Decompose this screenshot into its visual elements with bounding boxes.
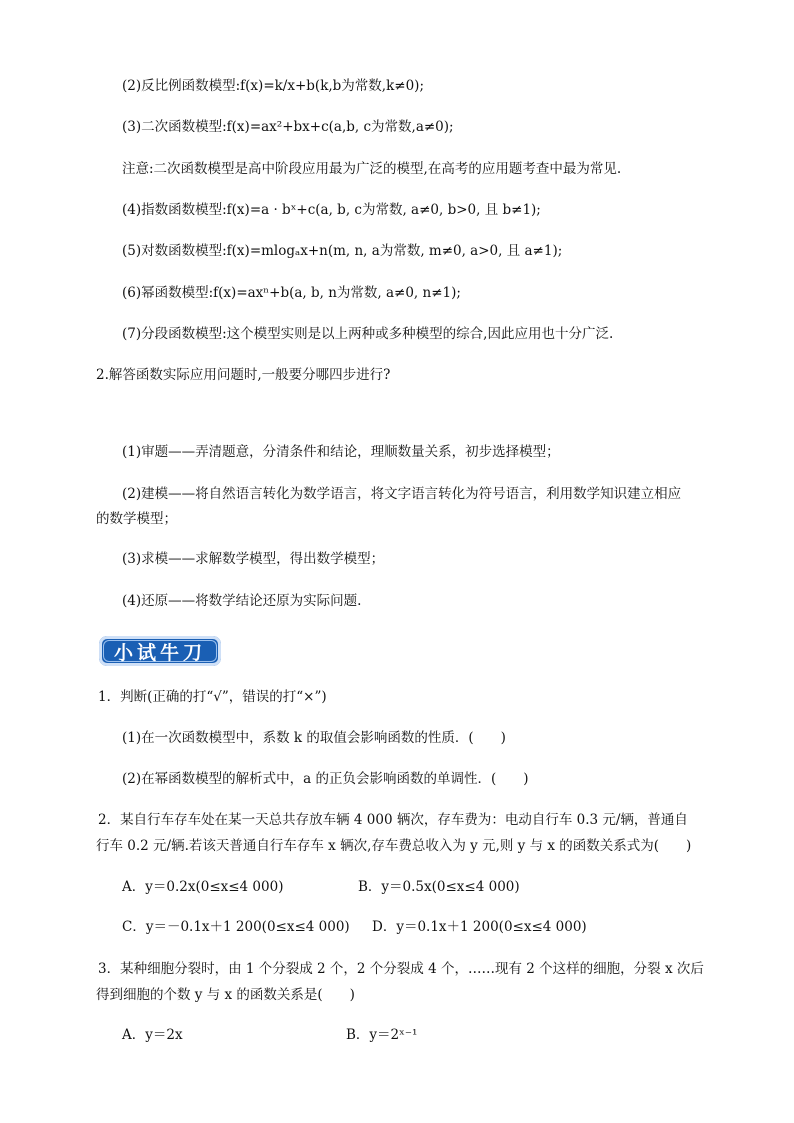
model-inverse-proportion: (2)反比例函数模型:f(x)=k/x+b(k,b为常数,k≠0); xyxy=(122,78,424,94)
step-2-line-2: 的数学模型； xyxy=(96,511,177,527)
step-1: (1)审题——弄清题意，分清条件和结论，理顺数量关系，初步选择模型； xyxy=(122,444,560,460)
exercise-3-option-b: B．y＝2ˣ⁻¹ xyxy=(346,1027,418,1043)
exercise-3-option-a: A．y＝2x xyxy=(122,1027,183,1043)
model-logarithmic: (5)对数函数模型:f(x)=mlogₐx+n(m, n, a为常数, m≠0, a>0, 且 a≠1); xyxy=(122,243,563,259)
exercise-3-line-1: 3．某种细胞分裂时，由 1 个分裂成 2 个，2 个分裂成 4 个，……现有 2 个这样的细胞，分裂 x 次后 xyxy=(98,961,704,977)
question-2-heading: 2.解答函数实际应用问题时,一般要分哪四步进行? xyxy=(96,367,391,383)
exercise-1: 1．判断(正确的打“√”，错误的打“×”) xyxy=(98,689,327,705)
exercise-2-option-c: C．y＝－0.1x＋1 200(0≤x≤4 000) xyxy=(122,919,350,935)
exercise-2-option-d: D．y＝0.1x＋1 200(0≤x≤4 000) xyxy=(372,919,587,935)
model-piecewise: (7)分段函数模型:这个模型实则是以上两种或多种模型的综合,因此应用也十分广泛. xyxy=(122,326,614,342)
exercise-2-option-a: A．y＝0.2x(0≤x≤4 000) xyxy=(122,879,284,895)
exercise-1-item-2: (2)在幂函数模型的解析式中，a 的正负会影响函数的单调性．( ) xyxy=(122,771,529,787)
exercise-2-option-b: B．y＝0.5x(0≤x≤4 000) xyxy=(358,879,520,895)
model-quadratic: (3)二次函数模型:f(x)=ax²+bx+c(a,b, c为常数,a≠0); xyxy=(122,119,454,135)
step-4: (4)还原——将数学结论还原为实际问题. xyxy=(122,593,362,609)
exercise-1-item-1: (1)在一次函数模型中，系数 k 的取值会影响函数的性质．( ) xyxy=(122,730,506,746)
model-power: (6)幂函数模型:f(x)=axⁿ+b(a, b, n为常数, a≠0, n≠1); xyxy=(122,285,461,301)
section-badge xyxy=(99,636,221,666)
exercise-2-line-2: 行车 0.2 元/辆.若该天普通自行车存车 x 辆次,存车费总收入为 y 元,则 y 与 x 的函数关系式为( ) xyxy=(96,838,692,854)
step-3: (3)求模——求解数学模型，得出数学模型； xyxy=(122,551,385,567)
note-quadratic: 注意:二次函数模型是高中阶段应用最为广泛的模型,在高考的应用题考查中最为常见. xyxy=(122,161,622,177)
step-2-line-1: (2)建模——将自然语言转化为数学语言，将文字语言转化为符号语言，利用数学知识建立相应 xyxy=(122,486,682,502)
model-exponential: (4)指数函数模型:f(x)=a · bˣ+c(a, b, c为常数, a≠0, b>0, 且 b≠1); xyxy=(122,202,541,218)
exercise-3-line-2: 得到细胞的个数 y 与 x 的函数关系是( ) xyxy=(96,987,355,1003)
badge-label: 小试牛刀 xyxy=(113,641,206,664)
exercise-2-line-1: 2．某自行车存车处在某一天总共存放车辆 4 000 辆次，存车费为：电动自行车 0.3 元/辆，普通自 xyxy=(98,812,688,828)
